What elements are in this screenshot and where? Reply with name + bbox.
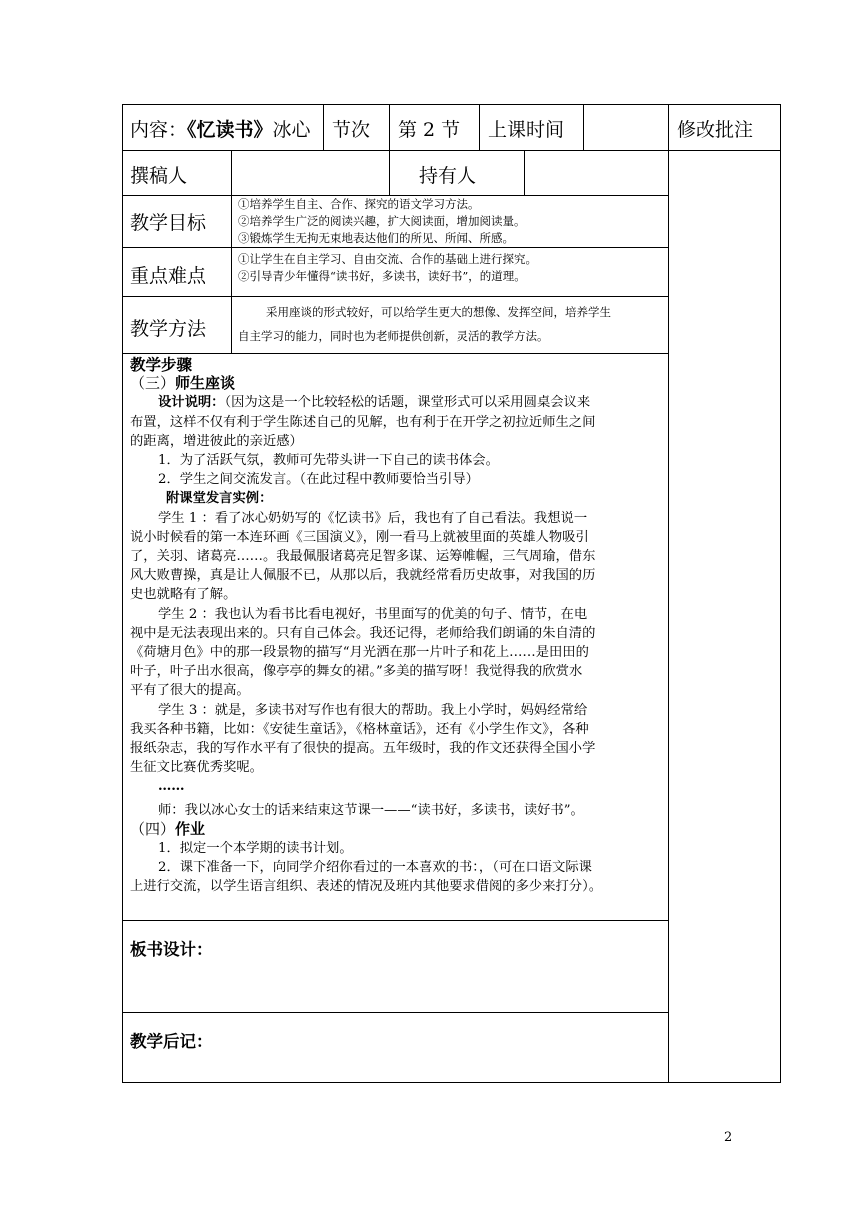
objective-item: ①培养学生自主、合作、探究的语文学习方法。 bbox=[238, 197, 480, 211]
methods-line: 自主学习的能力，同时也为老师提供创新，灵活的教学方法。 bbox=[238, 329, 549, 343]
student-1-line: 史也就略有了解。 bbox=[130, 587, 237, 603]
teacher-line: 师：我以冰心女士的话来结束这节课一——“读书好，多读书，读好书”。 bbox=[158, 802, 584, 818]
row-divider bbox=[122, 920, 668, 921]
student-1-line: 风大败曹操，真是让人佩服不已，从那以后，我就经常看历史故事，对我国的历 bbox=[130, 568, 596, 584]
student-1-line: 说小时候看的第一本连环画《三国演义》，刚一看马上就被里面的英雄人物吸引 bbox=[130, 529, 589, 545]
design-line: 布置，这样不仅有利于学生陈述自己的见解，也有利于在开学之初拉近师生之间 bbox=[130, 414, 596, 430]
row-divider bbox=[122, 1012, 668, 1013]
row-divider bbox=[122, 353, 668, 354]
student-2-line: 《荷塘月色》中的那一段景物的描写“月光洒在那一片叶子和花上……是田田的 bbox=[130, 645, 589, 661]
objectives-list bbox=[238, 196, 526, 247]
col-divider bbox=[479, 104, 480, 150]
row-divider bbox=[122, 296, 668, 297]
lesson-title: 《忆读书》 bbox=[187, 119, 273, 141]
content-label: 内容：《忆读书》冰心 bbox=[130, 119, 311, 141]
student-2-line: 平有了很大的提高。 bbox=[130, 683, 250, 699]
postscript-label: 教学后记： bbox=[130, 1032, 213, 1051]
design-line: 的距离，增进彼此的亲近感） bbox=[130, 433, 303, 449]
methods-line: 采用座谈的形式较好，可以给学生更大的想像、发挥空间，培养学生 bbox=[266, 305, 611, 319]
steps-title: 教学步骤 bbox=[130, 355, 193, 374]
row-divider bbox=[122, 150, 781, 151]
student-3-line: 我买各种书籍，比如：《安徒生童话》，《格林童话》，还有《小学生作文》，各种 bbox=[130, 721, 589, 737]
key-points-list bbox=[238, 251, 537, 285]
section-4-heading: （四）作业 bbox=[130, 819, 206, 838]
student-3-line: 学生 3 ：就是，多读书对写作也有很大的帮助。我上小学时，妈妈经常给 bbox=[158, 702, 588, 718]
section-3-heading: （三）师生座谈 bbox=[130, 374, 236, 393]
student-2-line: 学生 2 ：我也认为看书比看电视好，书里面写的优美的句子、情节，在电 bbox=[158, 606, 588, 622]
homework-1: 1．拟定一个本学期的读书计划。 bbox=[158, 841, 353, 857]
student-3-line: 生征文比赛优秀奖呢。 bbox=[130, 760, 263, 776]
key-point-item: ②引导青少年懂得“读书好，多读书，读好书”，的道理。 bbox=[238, 269, 526, 283]
homework-2-line: 2．课下准备一下，向同学介绍你看过的一本喜欢的书：，（可在口语文际课 bbox=[158, 860, 592, 876]
revision-notes-label: 修改批注 bbox=[677, 119, 754, 141]
writer-label: 撰稿人 bbox=[130, 165, 188, 187]
design-note: 设计说明：（因为这是一个比较轻松的话题，课堂形式可以采用圆桌会议来 bbox=[158, 395, 591, 411]
objective-item: ③锻炼学生无拘无束地表达他们的所见、所闻、所感。 bbox=[238, 231, 514, 245]
step-1: 1．为了活跃气氛，教师可先带头讲一下自己的读书体会。 bbox=[158, 453, 499, 469]
class-time-label: 上课时间 bbox=[488, 119, 565, 141]
methods-text bbox=[238, 300, 611, 348]
board-design-label: 板书设计： bbox=[130, 940, 213, 959]
example-title: 附课堂发言实例： bbox=[166, 491, 273, 507]
col-divider bbox=[389, 104, 390, 195]
col-divider bbox=[524, 150, 525, 195]
student-2-line: 视中是无法表现出来的。只有自己体会。我还记得，老师给我们朗诵的朱自清的 bbox=[130, 625, 596, 641]
design-label: 设计说明： bbox=[158, 395, 225, 411]
col-divider bbox=[583, 104, 584, 150]
lesson-label: 节次 bbox=[332, 119, 371, 141]
objective-item: ②培养学生广泛的阅读兴趣，扩大阅读面，增加阅读量。 bbox=[238, 214, 526, 228]
student-3-line: 报纸杂志，我的写作水平有了很快的提高。五年级时，我的作文还获得全国小学 bbox=[130, 741, 596, 757]
holder-label: 持有人 bbox=[419, 165, 477, 187]
col-divider bbox=[668, 104, 669, 1083]
col-divider bbox=[323, 104, 324, 150]
page-number: 2 bbox=[724, 1130, 733, 1145]
col-divider bbox=[231, 150, 232, 353]
student-2-line: 叶子，叶子出水很高，像亭亭的舞女的裙。”多美的描写呀！我觉得我的欣赏水 bbox=[130, 664, 583, 680]
ellipsis: …… bbox=[158, 779, 185, 795]
objectives-label: 教学目标 bbox=[130, 212, 207, 234]
student-1-line: 学生 1 ：看了冰心奶奶写的《忆读书》后，我也有了自己看法。我想说一 bbox=[158, 510, 588, 526]
key-point-item: ①让学生在自主学习、自由交流、合作的基础上进行探究。 bbox=[238, 252, 537, 266]
teaching-steps bbox=[130, 355, 660, 897]
key-points-label: 重点难点 bbox=[130, 265, 207, 287]
homework-2-line: 上进行交流，以学生语言组织、表述的情况及班内其他要求借阅的多少来打分）。 bbox=[130, 879, 603, 895]
step-2: 2．学生之间交流发言。（在此过程中教师要恰当引导） bbox=[158, 472, 479, 488]
row-divider bbox=[122, 247, 668, 248]
author: 冰心 bbox=[272, 119, 311, 141]
methods-label: 教学方法 bbox=[130, 318, 207, 340]
student-1-line: 了，关羽、诸葛亮……。我最佩服诸葛亮足智多谋、运筹帷幄，三气周瑜，借东 bbox=[130, 549, 596, 565]
lesson-value: 第 2 节 bbox=[398, 119, 461, 141]
